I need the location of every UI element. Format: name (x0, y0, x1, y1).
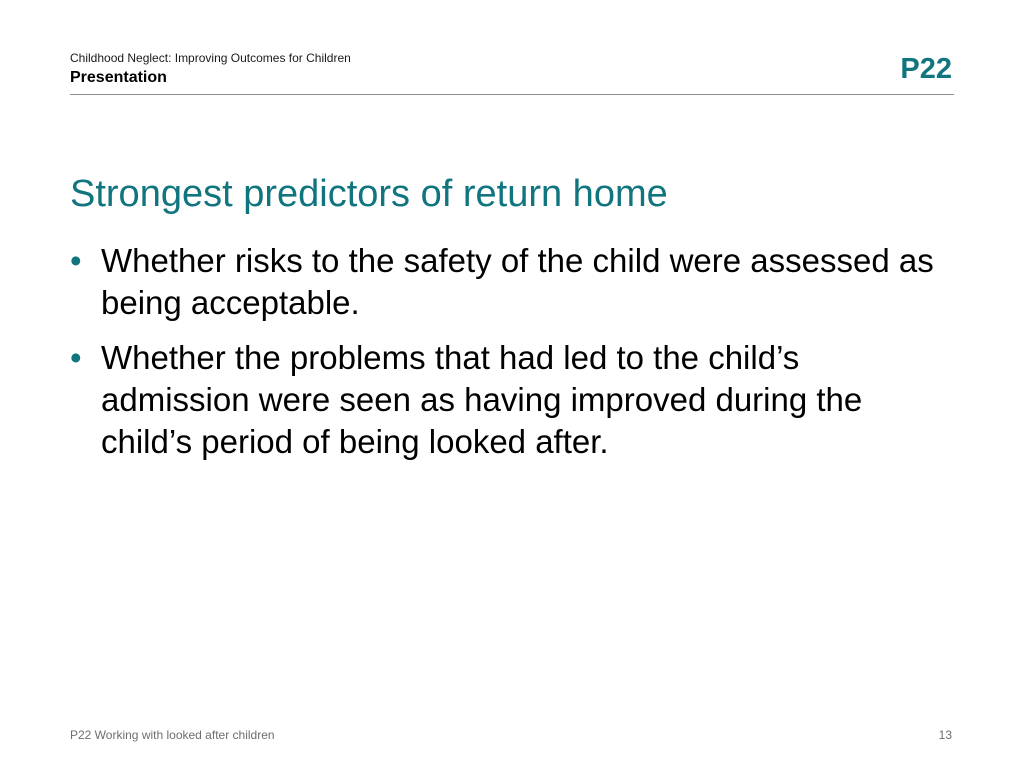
bullet-item (70, 337, 954, 463)
bullet-marker: • (70, 242, 82, 279)
page-number: 13 (938, 728, 952, 742)
bullet-item (70, 240, 954, 324)
bullet-text: Whether the problems that had led to the child’s admission were seen as having improved during the child’s period of being looked after. (101, 339, 863, 460)
bullet-text: Whether risks to the safety of the child were assessed as being acceptable. (101, 242, 934, 321)
presentation-label: Presentation (70, 69, 167, 86)
slide-title: Strongest predictors of return home (70, 173, 668, 215)
bullet-list (70, 240, 954, 476)
header-divider (70, 94, 954, 95)
module-code: P22 (900, 53, 952, 85)
footer-caption: P22 Working with looked after children (70, 728, 275, 742)
bullet-marker: • (70, 339, 82, 376)
course-title: Childhood Neglect: Improving Outcomes for Children (70, 51, 351, 65)
